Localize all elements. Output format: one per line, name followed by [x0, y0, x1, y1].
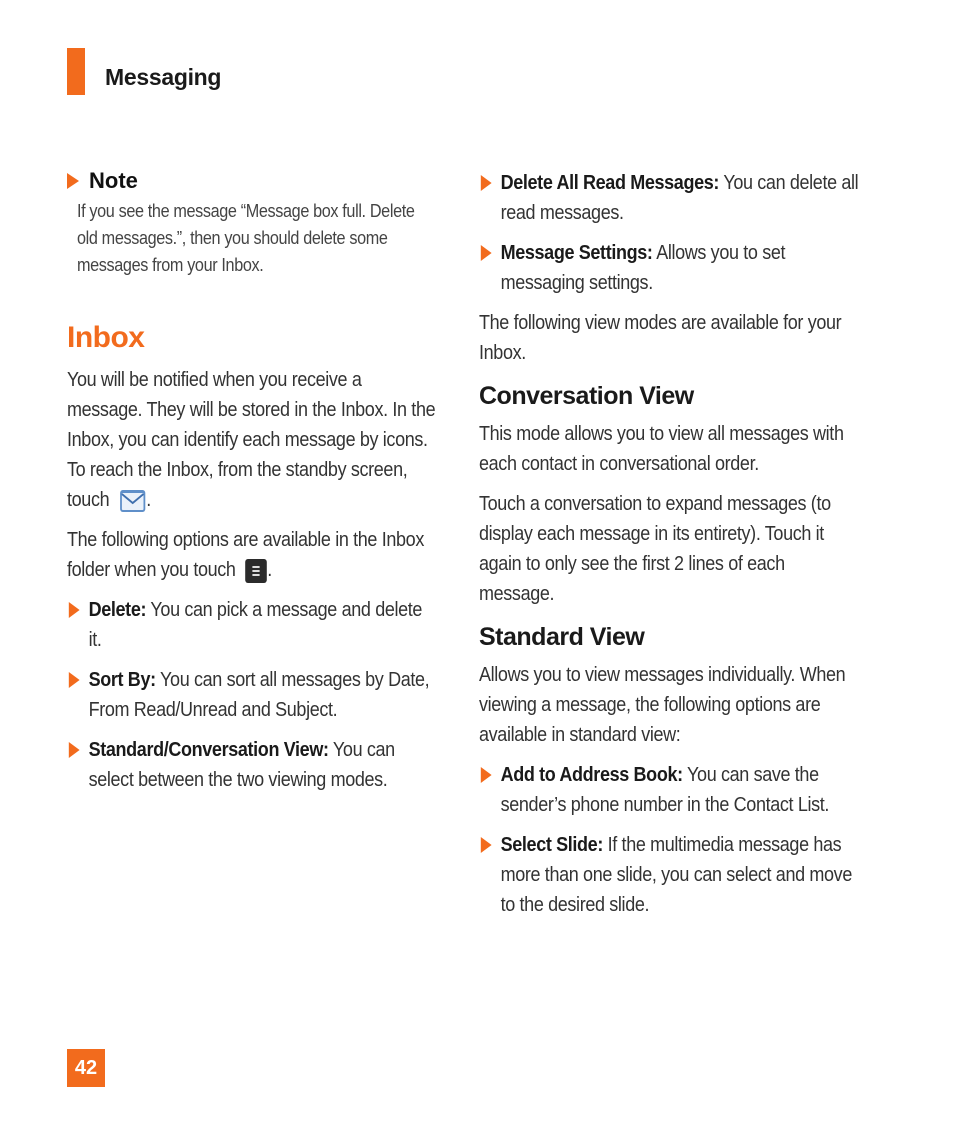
inbox-intro-text: You will be notified when you receive a message. They will be stored in the Inbox. In the Inbox, you can identify each message by icons. To reach the Inbox, from the standby screen, touch — [67, 369, 436, 511]
option-item — [479, 238, 859, 298]
option-label: Delete: — [88, 599, 147, 621]
left-column — [67, 168, 437, 805]
options-intro: The following options are available in the Inbox folder when you touch . — [67, 529, 424, 581]
option-item — [479, 168, 859, 228]
option-text: You can sort all messages by Date, From Read/Unread and Subject. — [88, 669, 430, 721]
bullet-arrow-icon — [69, 602, 80, 618]
option-text: Allows you to set messaging settings. — [500, 242, 786, 294]
option-item — [67, 735, 437, 795]
standard-view-heading: Standard View — [479, 623, 645, 651]
standard-view-p1: Allows you to view messages individually. When viewing a message, the following options are available in standard view: — [479, 664, 846, 746]
bullet-arrow-icon — [481, 767, 492, 783]
option-text: If the multimedia message has more than one slide, you can select and move to the desired slide. — [500, 834, 852, 916]
bullet-arrow-icon — [481, 245, 492, 261]
option-item — [479, 760, 859, 820]
option-text: You can save the sender’s phone number in the Contact List. — [500, 764, 830, 816]
option-label: Sort By: — [88, 669, 156, 691]
note-box — [67, 168, 437, 279]
envelope-icon — [119, 488, 146, 514]
view-modes-intro: The following view modes are available for your Inbox. — [479, 312, 842, 364]
option-label: Message Settings: — [500, 242, 653, 264]
note-title: Note — [89, 168, 138, 193]
bullet-arrow-icon — [69, 742, 80, 758]
option-label: Select Slide: — [500, 834, 603, 856]
inbox-heading: Inbox — [67, 321, 145, 354]
note-body: If you see the message “Message box full. Delete old messages.”, then you should delete some messages from your Inbox. — [77, 201, 415, 275]
bullet-arrow-icon — [481, 837, 492, 853]
conversation-view-p1: This mode allows you to view all messages with each contact in conversational order. — [479, 423, 844, 475]
bullet-arrow-icon — [67, 173, 79, 189]
option-item — [67, 665, 437, 725]
conversation-view-heading: Conversation View — [479, 382, 694, 410]
inbox-intro: You will be notified when you receive a message. They will be stored in the Inbox. In the Inbox, you can identify each message by icons. To reach the Inbox, from the standby screen, touch . — [67, 365, 437, 515]
option-item — [479, 830, 859, 920]
option-label: Add to Address Book: — [500, 764, 683, 786]
right-column — [479, 168, 859, 930]
options-intro-text: The following options are available in the Inbox folder when you touch — [67, 529, 424, 581]
page-number: 42 — [67, 1049, 105, 1087]
menu-key-icon — [246, 559, 268, 583]
bullet-arrow-icon — [69, 672, 80, 688]
option-text: You can select between the two viewing modes. — [88, 739, 395, 791]
conversation-view-p2: Touch a conversation to expand messages (to display each message in its entirety). Touch it again to only see the first 2 lines of each message. — [479, 493, 831, 605]
bullet-arrow-icon — [481, 175, 492, 191]
option-label: Standard/Conversation View: — [88, 739, 329, 761]
option-text: You can pick a message and delete it. — [88, 599, 423, 651]
option-item — [67, 595, 437, 655]
option-text: You can delete all read messages. — [500, 172, 859, 224]
note-heading — [67, 168, 437, 194]
section-title: Messaging — [105, 64, 222, 90]
section-accent-bar — [67, 48, 85, 95]
option-label: Delete All Read Messages: — [500, 172, 720, 194]
